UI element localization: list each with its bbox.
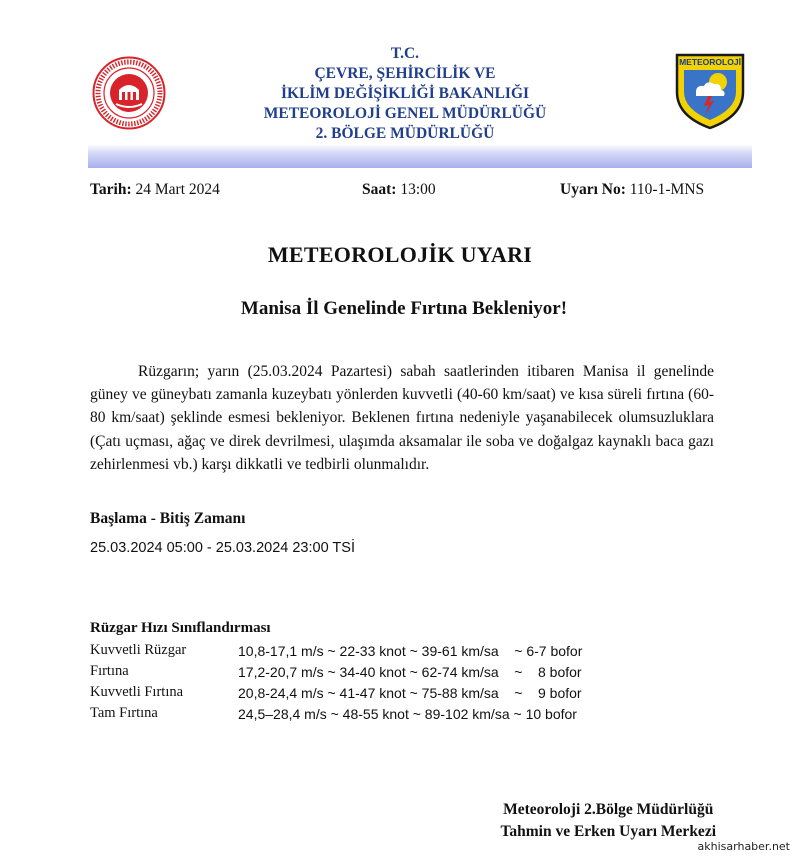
source-watermark: akhisarhaber.net [697,840,790,853]
document-subtitle: Manisa İl Genelinde Fırtına Bekleniyor! [240,298,568,319]
warning-number-field [560,181,704,199]
wind-scale-row [90,640,582,661]
period-value: 25.03.2024 05:00 - 25.03.2024 23:00 TSİ [90,540,355,556]
ministry-line-3: İKLİM DEĞİŞİKLİĞİ BAKANLIĞI [280,85,530,102]
wind-scale-row [90,682,582,703]
ministry-header [220,44,590,144]
date-value: 24 Mart 2024 [135,181,220,198]
ministry-line-2: ÇEVRE, ŞEHİRCİLİK VE [314,65,496,82]
warning-number-value: 110-1-MNS [629,181,705,198]
wind-scale-title: Rüzgar Hızı Sınıflandırması [90,620,271,636]
header-divider-band [88,144,752,168]
wind-class-name: Tam Fırtına [90,705,158,721]
issuer-line-1: Meteoroloji 2.Bölge Müdürlüğü [503,801,714,818]
wind-class-value: 24,5–28,4 m/s ~ 48-55 knot ~ 89-102 km/sa ~ 10 bofor [238,705,577,722]
document-title: METEOROLOJİK UYARI [267,242,533,267]
date-label: Tarih: [90,181,132,198]
time-field [362,181,436,199]
wind-class-name: Fırtına [90,663,129,679]
warning-number-label: Uyarı No: [560,181,626,198]
wind-scale-table [90,640,582,724]
logo-text: METEOROLOJİ [679,57,741,67]
meteoroloji-logo-icon [674,52,746,130]
ministry-line-5: 2. BÖLGE MÜDÜRLÜĞÜ [315,125,495,142]
ministry-line-1: T.C. [390,45,420,62]
wind-class-name: Kuvvetli Fırtına [90,684,184,700]
time-label: Saat: [362,181,397,198]
date-field [90,181,220,199]
ministry-line-4: METEOROLOJİ GENEL MÜDÜRLÜĞÜ [263,105,547,122]
wind-class-value: 10,8-17,1 m/s ~ 22-33 knot ~ 39-61 km/sa ~ 6-7 bofor [238,642,583,659]
ministry-seal-icon [92,56,166,130]
warning-body-text: Rüzgarın; yarın (25.03.2024 Pazartesi) sabah saatlerinden itibaren Manisa il genelinde güney ve güneybatı zamanla kuzeybatı yönlerden kuvvetli (40-60 km/saat) ve kısa süreli fırtına (60-80 km/saat) şeklinde esmesi bekleniyor. Beklenen fırtına nedeniyle yaşanabilecek olumsuzluklara (Çatı uçması, ağaç ve direk devrilmesi, ulaşımda aksamalar ile soba ve doğalgaz kaynaklı baca gazı zehirlenmesi vb.) karşı dikkatli ve tedbirli olunmalıdır. [90,363,714,473]
period-label: Başlama - Bitiş Zamanı [90,510,246,527]
wind-class-name: Kuvvetli Rüzgar [90,642,187,658]
wind-class-value: 20,8-24,4 m/s ~ 41-47 knot ~ 75-88 km/sa ~ 9 bofor [238,684,582,701]
wind-class-value: 17,2-20,7 m/s ~ 34-40 knot ~ 62-74 km/sa ~ 8 bofor [238,663,582,680]
time-value: 13:00 [400,181,436,198]
wind-scale-row [90,661,582,682]
issuer-line-2: Tahmin ve Erken Uyarı Merkezi [500,823,716,840]
wind-scale-row [90,703,582,724]
issuer-signature-block [500,799,716,843]
